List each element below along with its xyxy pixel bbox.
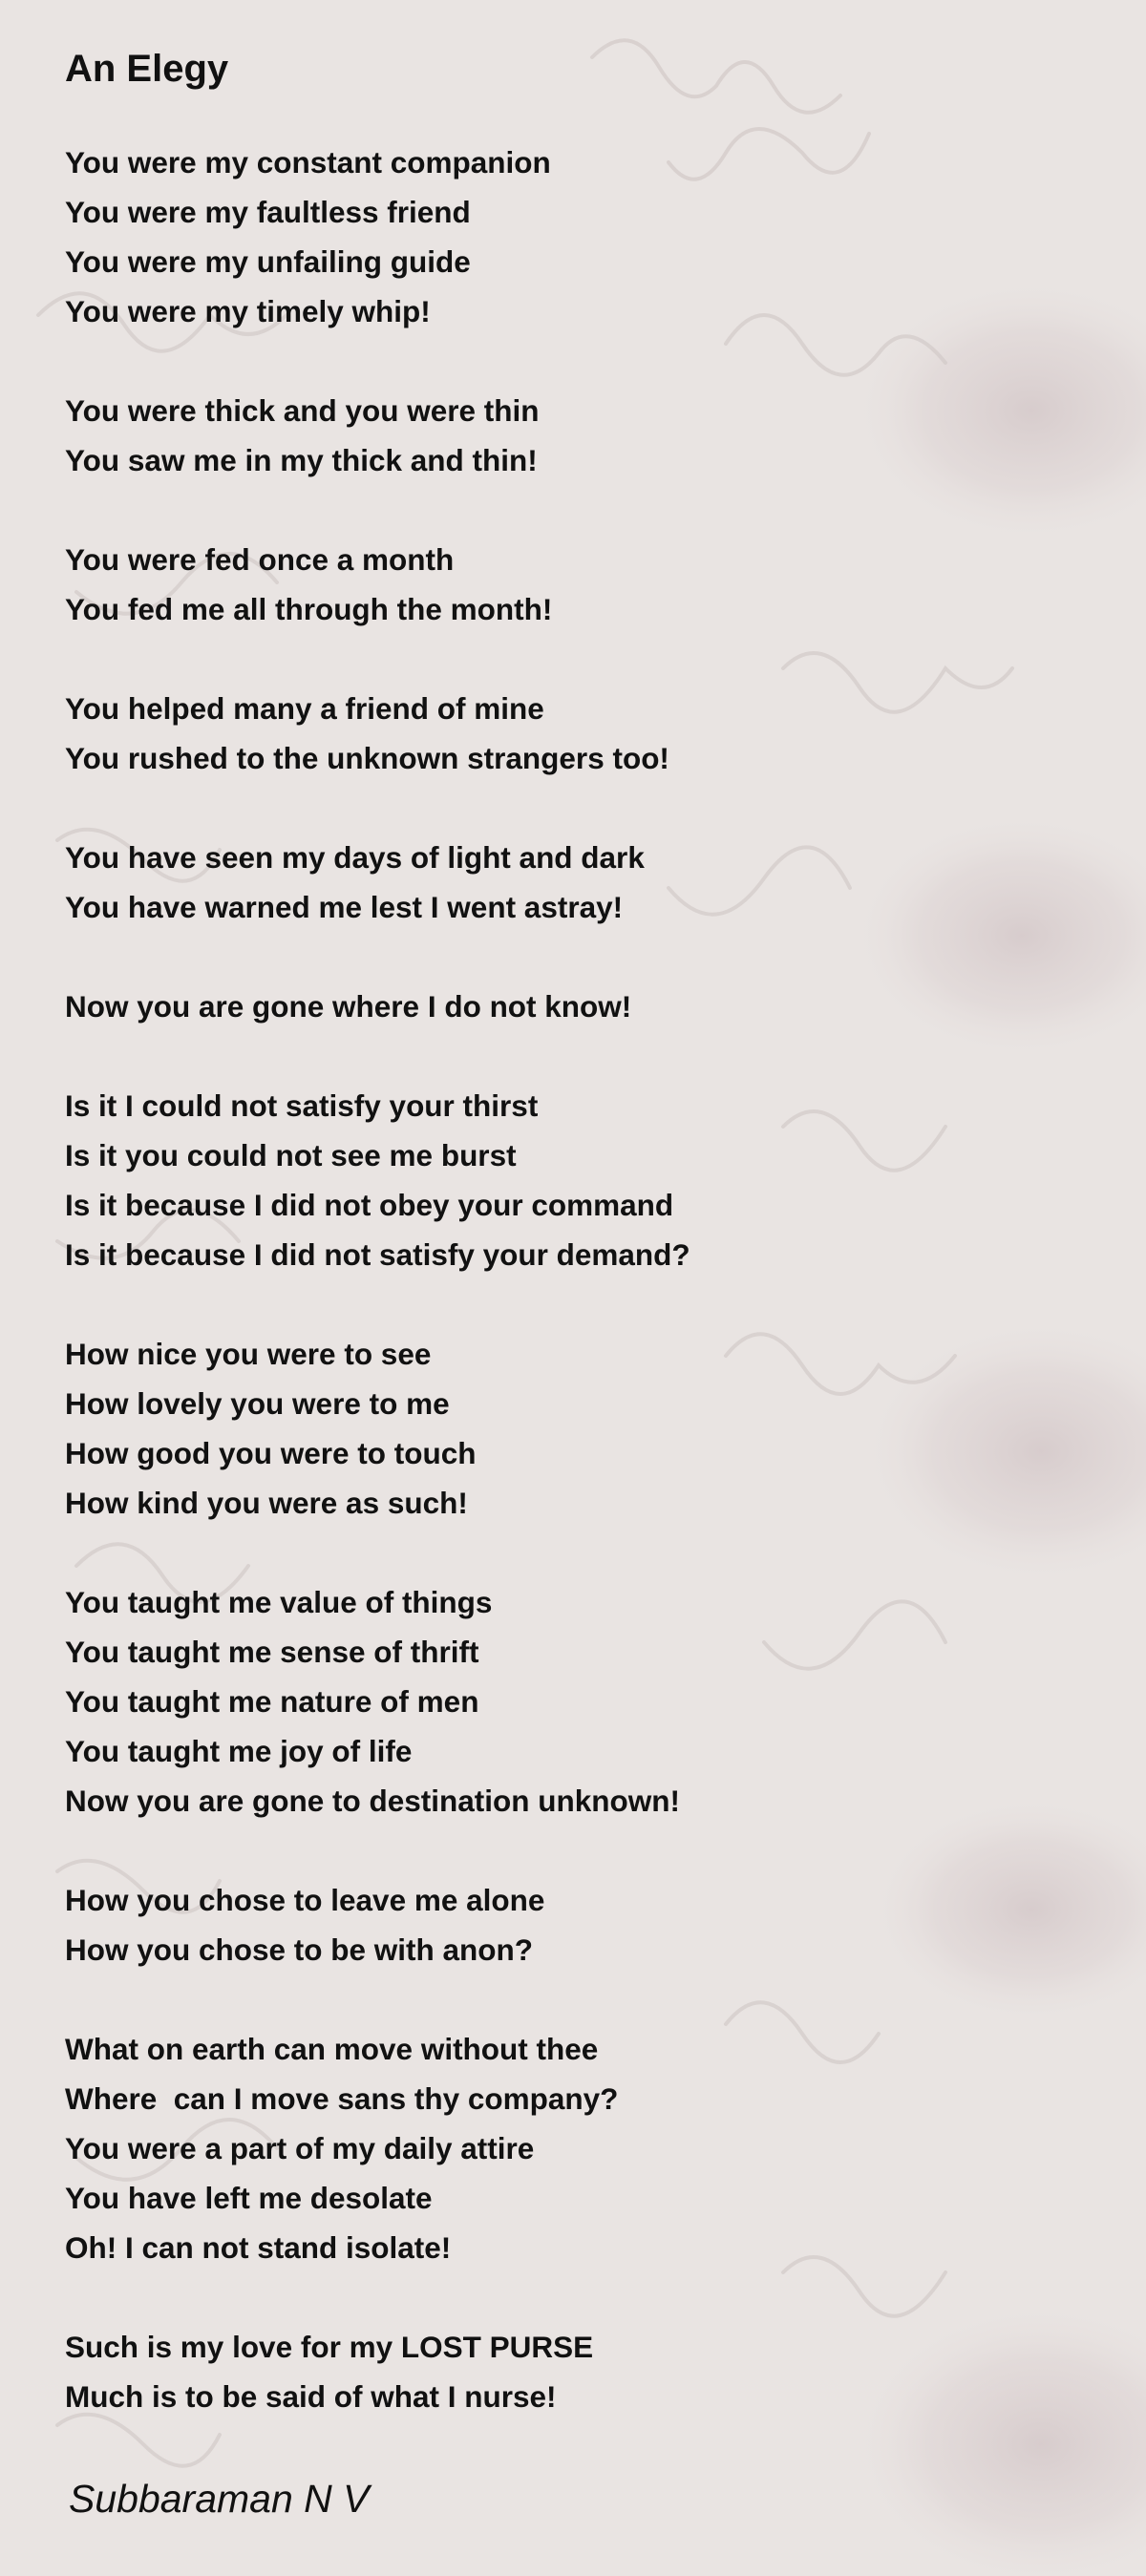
poem-line: Where can I move sans thy company? bbox=[65, 2081, 619, 2116]
poem-line: Is it I could not satisfy your thirst bbox=[65, 1088, 539, 1123]
poem-line: You have left me desolate bbox=[65, 2181, 433, 2215]
poem-line: How good you were to touch bbox=[65, 1436, 477, 1470]
stanza-11 bbox=[65, 2024, 1077, 2272]
poem-line: You helped many a friend of mine bbox=[65, 691, 544, 726]
poem-line: You were my timely whip! bbox=[65, 294, 431, 328]
poem-line: You were thick and you were thin bbox=[65, 393, 540, 428]
poem-line: You taught me nature of men bbox=[65, 1684, 479, 1719]
poem-author: Subbaraman N V bbox=[69, 2477, 370, 2521]
poem-line: How you chose to be with anon? bbox=[65, 1932, 534, 1967]
poem-line: Much is to be said of what I nurse! bbox=[65, 2379, 557, 2414]
stanza-3 bbox=[65, 535, 1077, 634]
poem-line: You taught me sense of thrift bbox=[65, 1635, 479, 1669]
poem-title: An Elegy bbox=[65, 48, 229, 90]
poem-line: How kind you were as such! bbox=[65, 1486, 468, 1520]
poem-line: How nice you were to see bbox=[65, 1337, 432, 1371]
stanza-1 bbox=[65, 137, 1077, 336]
stanza-8 bbox=[65, 1329, 1077, 1528]
poem-line: Such is my love for my LOST PURSE bbox=[65, 2330, 594, 2364]
poem-line: You were fed once a month bbox=[65, 542, 455, 577]
stanza-6 bbox=[65, 982, 1077, 1031]
stanza-2 bbox=[65, 386, 1077, 485]
poem-line: You saw me in my thick and thin! bbox=[65, 443, 538, 477]
poem-line: You rushed to the unknown strangers too! bbox=[65, 741, 669, 775]
poem-line: You taught me value of things bbox=[65, 1585, 493, 1619]
poem-line: Oh! I can not stand isolate! bbox=[65, 2230, 452, 2265]
poem-line: How lovely you were to me bbox=[65, 1386, 450, 1421]
poem-line: You were my unfailing guide bbox=[65, 244, 471, 279]
poem-line: Is it you could not see me burst bbox=[65, 1138, 517, 1172]
poem-line: You taught me joy of life bbox=[65, 1734, 413, 1768]
stanza-9 bbox=[65, 1577, 1077, 1826]
poem-body bbox=[65, 46, 1077, 2471]
poem-line: You fed me all through the month! bbox=[65, 592, 553, 626]
stanza-5 bbox=[65, 833, 1077, 932]
poem-line: Is it because I did not obey your command bbox=[65, 1188, 674, 1222]
poem-line: How you chose to leave me alone bbox=[65, 1883, 545, 1917]
poem-line: You were my faultless friend bbox=[65, 195, 471, 229]
poem-line: You were my constant companion bbox=[65, 145, 551, 179]
poem-line: Is it because I did not satisfy your demand? bbox=[65, 1237, 690, 1272]
poem-line: You have warned me lest I went astray! bbox=[65, 890, 624, 924]
stanza-10 bbox=[65, 1875, 1077, 1974]
poem-line: You were a part of my daily attire bbox=[65, 2131, 535, 2165]
poem-line: What on earth can move without thee bbox=[65, 2032, 599, 2066]
stanza-4 bbox=[65, 684, 1077, 783]
stanza-7 bbox=[65, 1081, 1077, 1279]
poem-line: You have seen my days of light and dark bbox=[65, 840, 645, 875]
poem-line: Now you are gone where I do not know! bbox=[65, 989, 632, 1024]
poem-line: Now you are gone to destination unknown! bbox=[65, 1784, 680, 1818]
stanza-12 bbox=[65, 2322, 1077, 2421]
